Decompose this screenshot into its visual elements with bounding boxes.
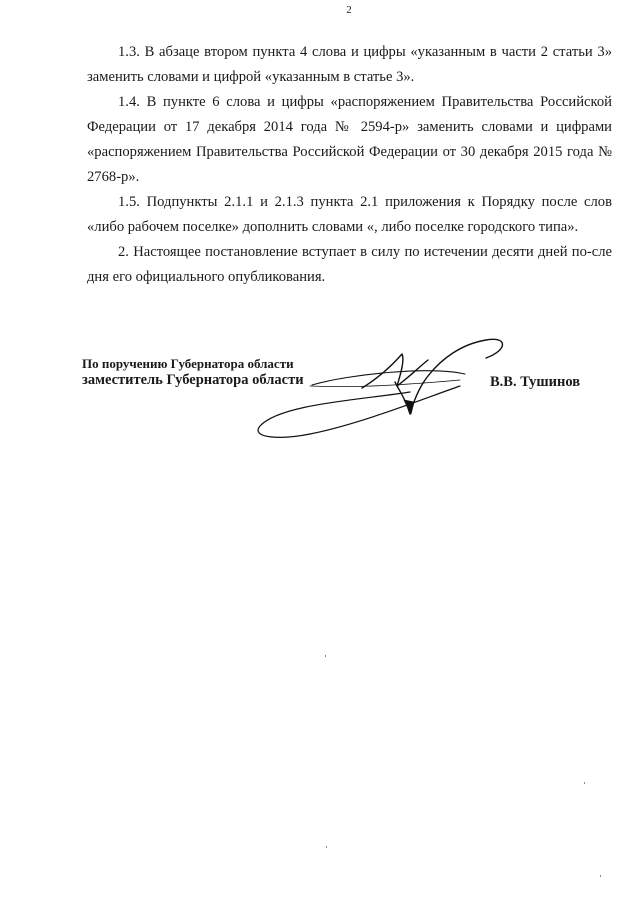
scan-speck	[326, 846, 327, 848]
page-number: 2	[346, 4, 352, 16]
scan-speck	[600, 875, 601, 877]
signatory-position: заместитель Губернатора области	[82, 372, 304, 388]
signatory-name: В.В. Тушинов	[490, 374, 581, 390]
scan-speck	[325, 655, 326, 657]
signature-authority-line: По поручению Губернатора области	[82, 356, 294, 371]
paragraph-1-3: 1.3. В абзаце втором пункта 4 слова и цифры «указанным в части 2 статьи 3» заменить словами и цифрой «указанным в статье 3».	[87, 44, 612, 85]
handwritten-signature	[250, 330, 520, 445]
paragraph-1-4: 1.4. В пункте 6 слова и цифры «распоряжением Правительства Российской Федерации от 17 декабря 2014 года № 2594-р» заменить словами и цифрами «распоряжением Правительства Российской Федерации от 30 декабря 2015 года № 2768-р».	[87, 94, 612, 185]
document-body	[87, 40, 612, 290]
paragraph-1-5: 1.5. Подпункты 2.1.1 и 2.1.3 пункта 2.1 приложения к Порядку после слов «либо рабочем поселке» дополнить словами «, либо поселке городского типа».	[87, 194, 612, 235]
scan-speck	[584, 782, 585, 784]
paragraph-2: 2. Настоящее постановление вступает в силу по истечении десяти дней по-сле дня его официального опубликования.	[87, 244, 612, 285]
